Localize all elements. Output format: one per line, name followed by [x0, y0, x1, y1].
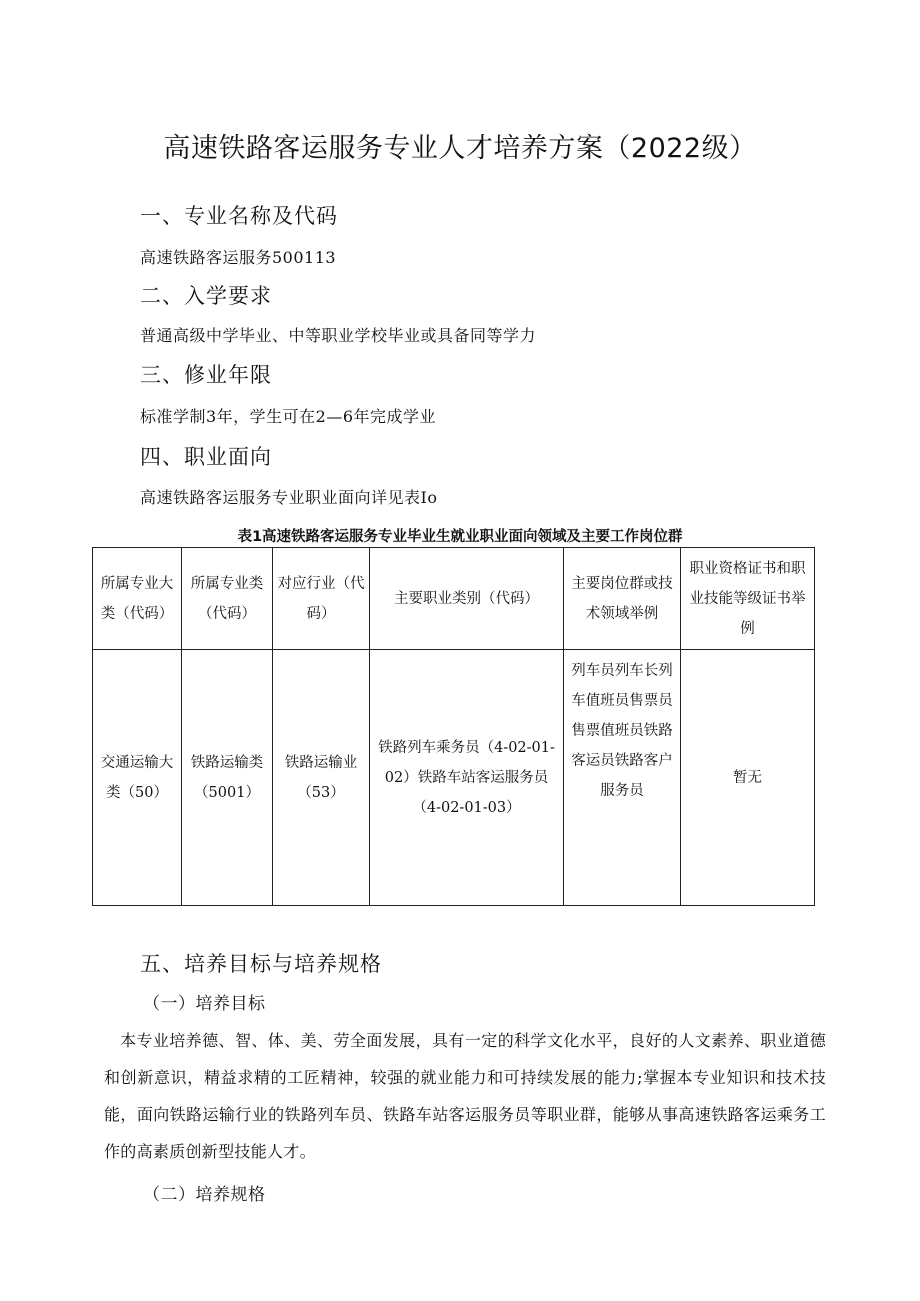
subsection-spec-heading: （二）培养规格	[143, 1185, 266, 1205]
section-2-text: 普通高级中学毕业、中等职业学校毕业或具备同等学力	[140, 326, 537, 345]
header-certificates: 职业资格证书和职业技能等级证书举例	[681, 548, 815, 650]
section-1-heading: 一、专业名称及代码	[140, 204, 338, 228]
table-row	[93, 650, 815, 906]
table-caption: 表1高速铁路客运服务专业毕业生就业职业面向领域及主要工作岗位群	[237, 529, 683, 545]
header-major-class: 所属专业类（代码）	[182, 548, 273, 650]
section-5-heading: 五、培养目标与培养规格	[140, 952, 382, 976]
section-3-text: 标准学制3年，学生可在2—6年完成学业	[140, 407, 437, 426]
goal-paragraph: 本专业培养德、智、体、美、劳全面发展，具有一定的科学文化水平，良好的人文素养、职业道德和创新意识，精益求精的工匠精神，较强的就业能力和可持续发展的能力;掌握本专业知识和技术技能，面向铁路运输行业的铁路列车员、铁路车站客运服务员等职业群，能够从事高速铁路客运乘务工作的高素质创新型技能人才。	[104, 1031, 826, 1161]
cell-major-class: 铁路运输类（5001）	[182, 650, 273, 906]
header-job-groups: 主要岗位群或技术领域举例	[564, 548, 681, 650]
section-3-heading: 三、修业年限	[140, 363, 272, 387]
cell-major-category: 交通运输大类（50）	[93, 650, 182, 906]
table-header-row	[93, 548, 815, 650]
cell-industry: 铁路运输业（53）	[273, 650, 370, 906]
subsection-goal-heading: （一）培养目标	[143, 994, 266, 1014]
section-4-heading: 四、职业面向	[140, 445, 272, 469]
occupation-table	[92, 547, 815, 906]
section-4-text: 高速铁路客运服务专业职业面向详见表Io	[140, 488, 438, 507]
cell-certificates: 暂无	[681, 650, 815, 906]
header-occupation-type: 主要职业类别（代码）	[370, 548, 564, 650]
page-title: 高速铁路客运服务专业人才培养方案（2022级）	[163, 133, 757, 164]
cell-job-groups: 列车员列车长列车值班员售票员售票值班员铁路客运员铁路客户服务员	[564, 650, 681, 906]
section-1-text: 高速铁路客运服务500113	[140, 248, 337, 267]
section-2-heading: 二、入学要求	[140, 284, 272, 308]
cell-occupation-type: 铁路列车乘务员（4-02-01-02）铁路车站客运服务员（4-02-01-03）	[370, 650, 564, 906]
header-major-category: 所属专业大类（代码）	[93, 548, 182, 650]
header-industry: 对应行业（代码）	[273, 548, 370, 650]
